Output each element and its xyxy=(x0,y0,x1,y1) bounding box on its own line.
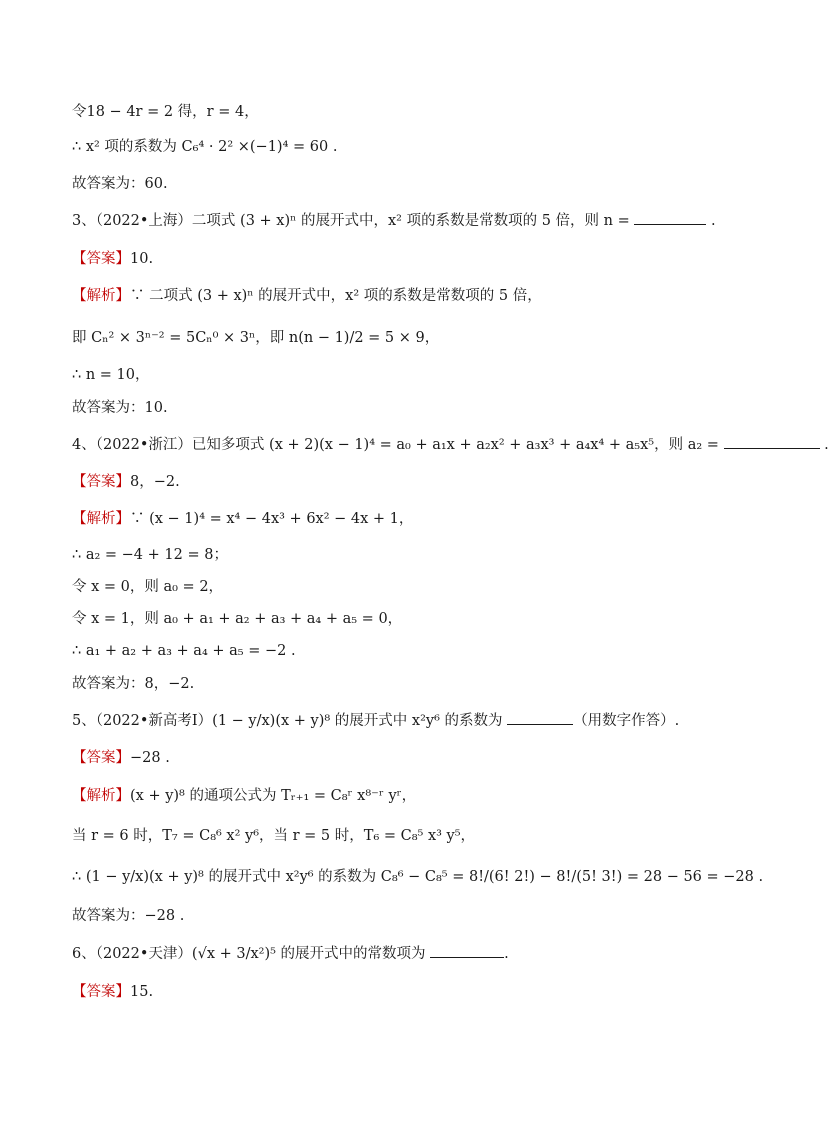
solution-line: ∴ n = 10， xyxy=(72,367,150,383)
solution-line: 令 x = 0，则 a₀ = 2， xyxy=(72,579,224,595)
answer-line: 【答案】8，−2. xyxy=(72,474,180,490)
answer-tag: 【答案】 xyxy=(72,750,130,766)
solution-line: ∴ (1 − y/x)(x + y)⁸ 的展开式中 x²y⁶ 的系数为 C₈⁶ − C₈⁵ = 8!/(6! 2!) − 8!/(5! 3!) = 28 − 56 = −28 . xyxy=(72,869,764,885)
question-3: 3、（2022•上海）二项式 (3 + x)ⁿ 的展开式中，x² 项的系数是常数项的 5 倍，则 n = . xyxy=(72,210,734,232)
analysis-line: 【解析】∵ (x − 1)⁴ = x⁴ − 4x³ + 6x² − 4x + 1， xyxy=(72,511,414,527)
answer-tag: 【答案】 xyxy=(72,251,130,267)
question-4: 4、（2022•浙江）已知多项式 (x + 2)(x − 1)⁴ = a₀ + a₁x + a₂x² + a₃x³ + a₄x⁴ + a₅x⁵，则 a₂ = . xyxy=(72,434,734,456)
analysis-tag: 【解析】 xyxy=(72,288,130,304)
solution-line: 即 Cₙ² × 3ⁿ⁻² = 5Cₙ⁰ × 3ⁿ，即 n(n − 1)/2 = 5 × 9， xyxy=(72,330,440,346)
answer-tag: 【答案】 xyxy=(72,474,130,490)
solution-line: 令 x = 1，则 a₀ + a₁ + a₂ + a₃ + a₄ + a₅ = 0， xyxy=(72,611,403,627)
answer-summary-line: 故答案为：60. xyxy=(72,176,168,192)
answer-tag: 【答案】 xyxy=(72,984,130,1000)
solution-line: ∴ a₁ + a₂ + a₃ + a₄ + a₅ = −2 . xyxy=(72,643,296,659)
answer-blank xyxy=(634,210,706,225)
solution-line: ∴ x² 项的系数为 C₆⁴ · 2² ×(−1)⁴ = 60 . xyxy=(72,139,338,155)
question-5: 5、（2022•新高考Ⅰ）(1 − y/x)(x + y)⁸ 的展开式中 x²y⁶ 的系数为 （用数字作答）. xyxy=(72,710,734,732)
answer-blank xyxy=(724,434,820,449)
analysis-line: 【解析】(x + y)⁸ 的通项公式为 Tᵣ₊₁ = C₈ʳ x⁸⁻ʳ yʳ， xyxy=(72,788,417,804)
answer-summary-line: 故答案为：8，−2. xyxy=(72,676,195,692)
answer-blank xyxy=(430,943,504,958)
answer-line: 【答案】15. xyxy=(72,984,154,1000)
answer-line: 【答案】−28 . xyxy=(72,750,170,766)
solution-line: 当 r = 6 时，T₇ = C₈⁶ x² y⁶，当 r = 5 时，T₆ = C₈⁵ x³ y⁵， xyxy=(72,828,476,844)
answer-summary-line: 故答案为：−28 . xyxy=(72,908,185,924)
answer-summary-line: 故答案为：10. xyxy=(72,400,168,416)
analysis-tag: 【解析】 xyxy=(72,788,130,804)
question-6: 6、（2022•天津）(√x + 3/x²)⁵ 的展开式中的常数项为 . xyxy=(72,943,734,965)
solution-line: ∴ a₂ = −4 + 12 = 8； xyxy=(72,547,228,563)
answer-line: 【答案】10. xyxy=(72,251,154,267)
analysis-tag: 【解析】 xyxy=(72,511,130,527)
analysis-line: 【解析】∵ 二项式 (3 + x)ⁿ 的展开式中，x² 项的系数是常数项的 5 倍， xyxy=(72,288,542,304)
solution-line: 令18 − 4r = 2 得，r = 4， xyxy=(72,104,259,120)
answer-blank xyxy=(507,710,573,725)
